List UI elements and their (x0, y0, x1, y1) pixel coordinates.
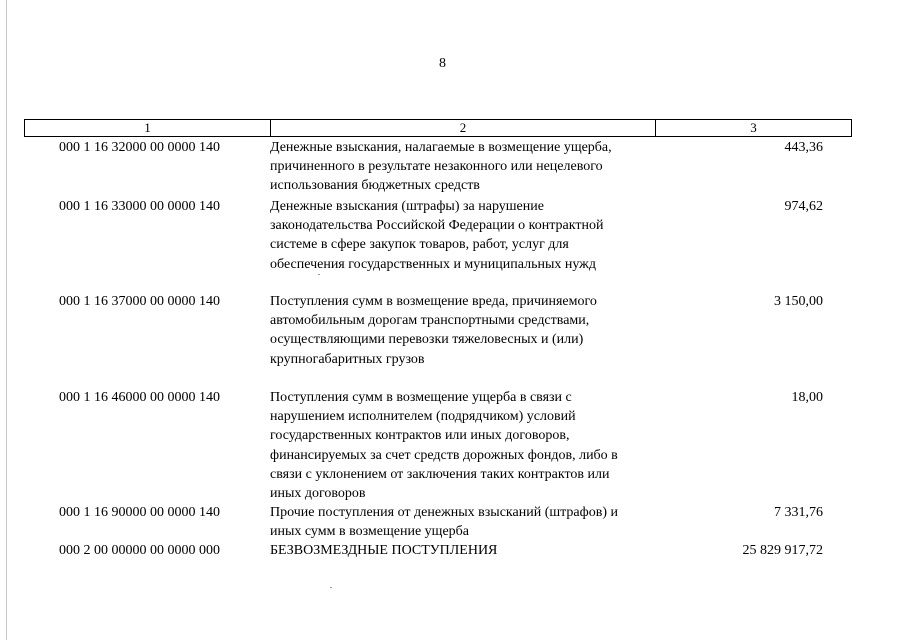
row-description-line: Денежные взыскания, налагаемые в возмещение ущерба, (270, 140, 612, 155)
row-amount: 443,36 (784, 140, 823, 155)
row-description-line: иных сумм в возмещение ущерба (270, 524, 470, 540)
page-number: 8 (439, 56, 446, 71)
row-description-line: осуществляющими перевозки тяжеловесных и (или) (270, 332, 584, 348)
row-description-line: финансируемых за счет средств дорожных фондов, либо в (270, 447, 618, 463)
row-description-line: нарушением исполнителем (подрядчиком) условий (270, 409, 576, 425)
row-description-line: автомобильным дорогам транспортными средствами, (270, 313, 590, 329)
scan-speck (318, 274, 320, 275)
row-code: 000 1 16 46000 00 0000 140 (59, 390, 220, 405)
table-header-col-3: 3 (750, 120, 757, 135)
row-description-line: крупногабаритных грузов (270, 351, 425, 367)
row-description (270, 138, 660, 196)
row-code: 000 1 16 33000 00 0000 140 (59, 199, 220, 214)
row-description (270, 541, 660, 560)
row-description-line: причиненного в результате незаконного или нецелевого (270, 159, 603, 175)
row-description-line: использования бюджетных средств (270, 178, 480, 194)
row-amount: 7 331,76 (774, 505, 823, 520)
row-description-line: Денежные взыскания (штрафы) за нарушение (270, 199, 544, 214)
row-description-line: Поступления сумм в возмещение ущерба в связи с (270, 390, 572, 405)
row-description-line: связи с уклонением от заключения таких контрактов или (270, 466, 610, 482)
row-description-line: иных договоров (270, 486, 366, 502)
row-amount: 3 150,00 (774, 294, 823, 309)
row-code: 000 2 00 00000 00 0000 000 (59, 543, 220, 558)
row-code: 000 1 16 90000 00 0000 140 (59, 505, 220, 520)
scan-speck (330, 587, 332, 588)
row-description (270, 388, 660, 503)
row-amount: 18,00 (791, 390, 823, 405)
table-header-col-1: 1 (25, 120, 271, 136)
scan-left-edge (6, 0, 7, 640)
row-code: 000 1 16 32000 00 0000 140 (59, 140, 220, 155)
row-description (270, 197, 660, 274)
row-description-line: законодательства Российской Федерации о контрактной (270, 218, 604, 234)
row-amount: 974,62 (784, 199, 823, 214)
table-header-row (24, 119, 852, 137)
row-description-line: БЕЗВОЗМЕЗДНЫЕ ПОСТУПЛЕНИЯ (270, 543, 498, 558)
row-description-line: системе в сфере закупок товаров, работ, услуг для (270, 237, 569, 253)
row-description (270, 503, 660, 541)
row-description (270, 292, 660, 369)
row-description-line: обеспечения государственных и муниципальных нужд (270, 256, 596, 272)
row-description-line: Прочие поступления от денежных взысканий (штрафов) и (270, 505, 618, 520)
row-code: 000 1 16 37000 00 0000 140 (59, 294, 220, 309)
row-description-line: государственных контрактов или иных договоров, (270, 428, 570, 444)
table-header-col-2: 2 (271, 120, 656, 136)
row-amount: 25 829 917,72 (742, 543, 823, 558)
row-description-line: Поступления сумм в возмещение вреда, причиняемого (270, 294, 597, 309)
